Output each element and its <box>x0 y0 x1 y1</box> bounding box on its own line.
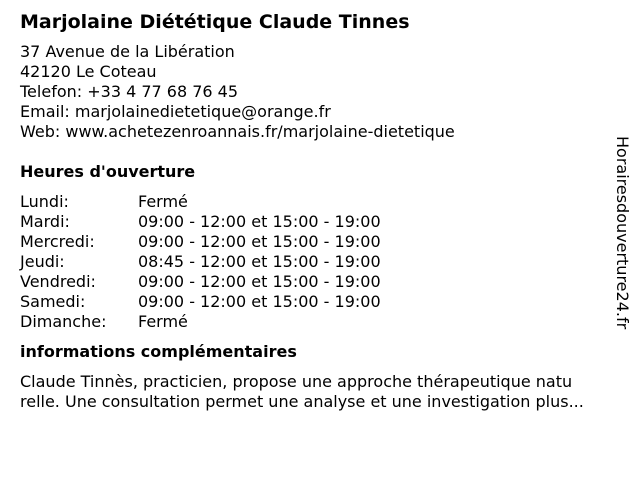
info-heading: informations complémentaires <box>20 342 297 361</box>
day-label: Jeudi: <box>20 252 65 271</box>
day-label: Lundi: <box>20 192 69 211</box>
info-description <box>20 372 632 412</box>
hours-row-mardi <box>20 212 620 232</box>
info-line-1: Claude Tinnès, practicien, propose une approche thérapeutique natu <box>20 372 573 391</box>
day-hours: 09:00 - 12:00 et 15:00 - 19:00 <box>138 212 381 231</box>
site-watermark: Horairesdouverture24.fr <box>613 136 632 330</box>
website-url: Web: www.achetezenroannais.fr/marjolaine-dietetique <box>20 122 455 141</box>
hours-row-jeudi <box>20 252 620 272</box>
business-card <box>20 10 620 412</box>
hours-row-dimanche <box>20 312 620 332</box>
day-hours: 09:00 - 12:00 et 15:00 - 19:00 <box>138 292 381 311</box>
day-hours: 09:00 - 12:00 et 15:00 - 19:00 <box>138 272 381 291</box>
day-label: Dimanche: <box>20 312 107 331</box>
hours-row-samedi <box>20 292 620 312</box>
day-label: Samedi: <box>20 292 86 311</box>
day-label: Mardi: <box>20 212 70 231</box>
day-hours: Fermé <box>138 192 188 211</box>
hours-row-lundi <box>20 192 620 212</box>
email-address: Email: marjolainedietetique@orange.fr <box>20 102 331 121</box>
day-label: Mercredi: <box>20 232 95 251</box>
day-hours: 08:45 - 12:00 et 15:00 - 19:00 <box>138 252 381 271</box>
day-label: Vendredi: <box>20 272 96 291</box>
address-street: 37 Avenue de la Libération <box>20 42 235 61</box>
hours-row-vendredi <box>20 272 620 292</box>
business-name: Marjolaine Diététique Claude Tinnes <box>20 11 410 33</box>
address-city: 42120 Le Coteau <box>20 62 157 81</box>
phone-number: Telefon: +33 4 77 68 76 45 <box>20 82 239 101</box>
hours-table <box>20 192 620 332</box>
info-line-2: relle. Une consultation permet une analyse et une investigation plus... <box>20 392 584 411</box>
day-hours: Fermé <box>138 312 188 331</box>
hours-heading: Heures d'ouverture <box>20 162 196 181</box>
day-hours: 09:00 - 12:00 et 15:00 - 19:00 <box>138 232 381 251</box>
hours-row-mercredi <box>20 232 620 252</box>
